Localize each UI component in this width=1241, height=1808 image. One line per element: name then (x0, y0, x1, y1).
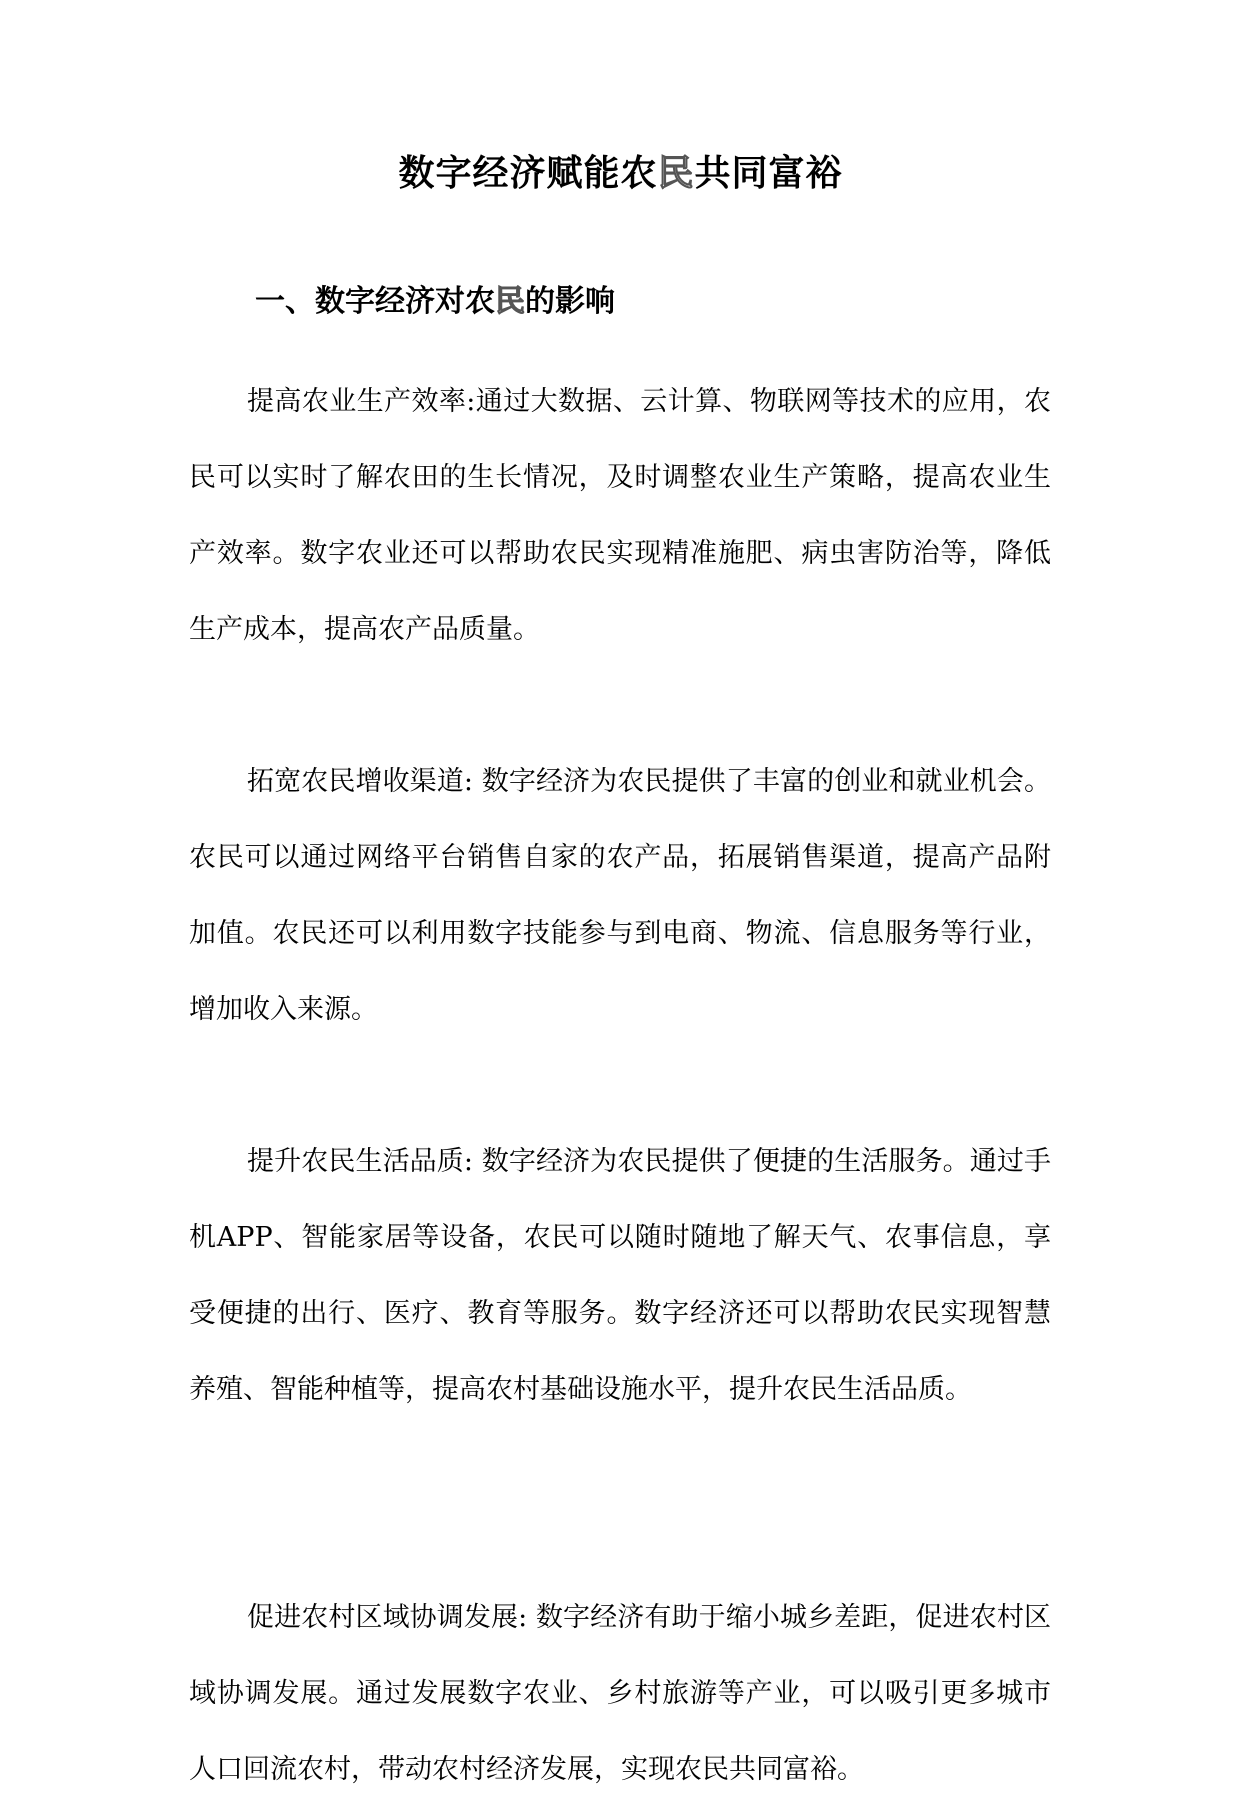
paragraph-lead: 拓宽农民增收渠道: (247, 766, 474, 797)
paragraph-body: 数字经济为农民提供了丰富的创业和就业机会。农民可以通过网络平台销售自家的农产品，拓展销售渠道，提高产品附加值。农民还可以利用数字技能参与到电商、物流、信息服务等行业，增加收入来源。 (189, 766, 1051, 1025)
paragraph-lead: 提升农民生活品质: (247, 1146, 474, 1177)
paragraph-income (189, 744, 1051, 1048)
paragraph-lead: 促进农村区域协调发展: (247, 1602, 528, 1633)
paragraph-body: 数字经济有助于缩小城乡差距，促进农村区域协调发展。通过发展数字农业、乡村旅游等产业，可以吸引更多城市人口回流农村，带动农村经济发展，实现农民共同富裕。 (189, 1602, 1051, 1785)
heading-outlined-char: 民 (495, 284, 525, 319)
heading-text-end: 的影响 (525, 284, 615, 319)
section-heading (255, 280, 615, 324)
paragraph-lead: 提高农业生产效率: (247, 386, 476, 417)
title-outlined-char: 民 (657, 153, 695, 194)
heading-text-start: 一、数字经济对农 (255, 284, 495, 319)
title-text-end: 共同富裕 (694, 153, 843, 194)
paragraph-body: 通过大数据、云计算、物联网等技术的应用，农民可以实时了解农田的生长情况，及时调整农业生产策略，提高农业生产效率。数字农业还可以帮助农民实现精准施肥、病虫害防治等，降低生产成本，提高农产品质量。 (189, 386, 1052, 645)
title-text-start: 数字经济赋能农 (398, 153, 658, 194)
paragraph-regional-development (189, 1580, 1051, 1808)
document-title (0, 148, 1241, 200)
paragraph-body: 数字经济为农民提供了便捷的生活服务。通过手机APP、智能家居等设备，农民可以随时随地了解天气、农事信息，享受便捷的出行、医疗、教育等服务。数字经济还可以帮助农民实现智慧养殖、智能种植等，提高农村基础设施水平，提升农民生活品质。 (189, 1146, 1051, 1405)
paragraph-efficiency (189, 364, 1051, 668)
paragraph-quality-of-life (189, 1124, 1051, 1428)
